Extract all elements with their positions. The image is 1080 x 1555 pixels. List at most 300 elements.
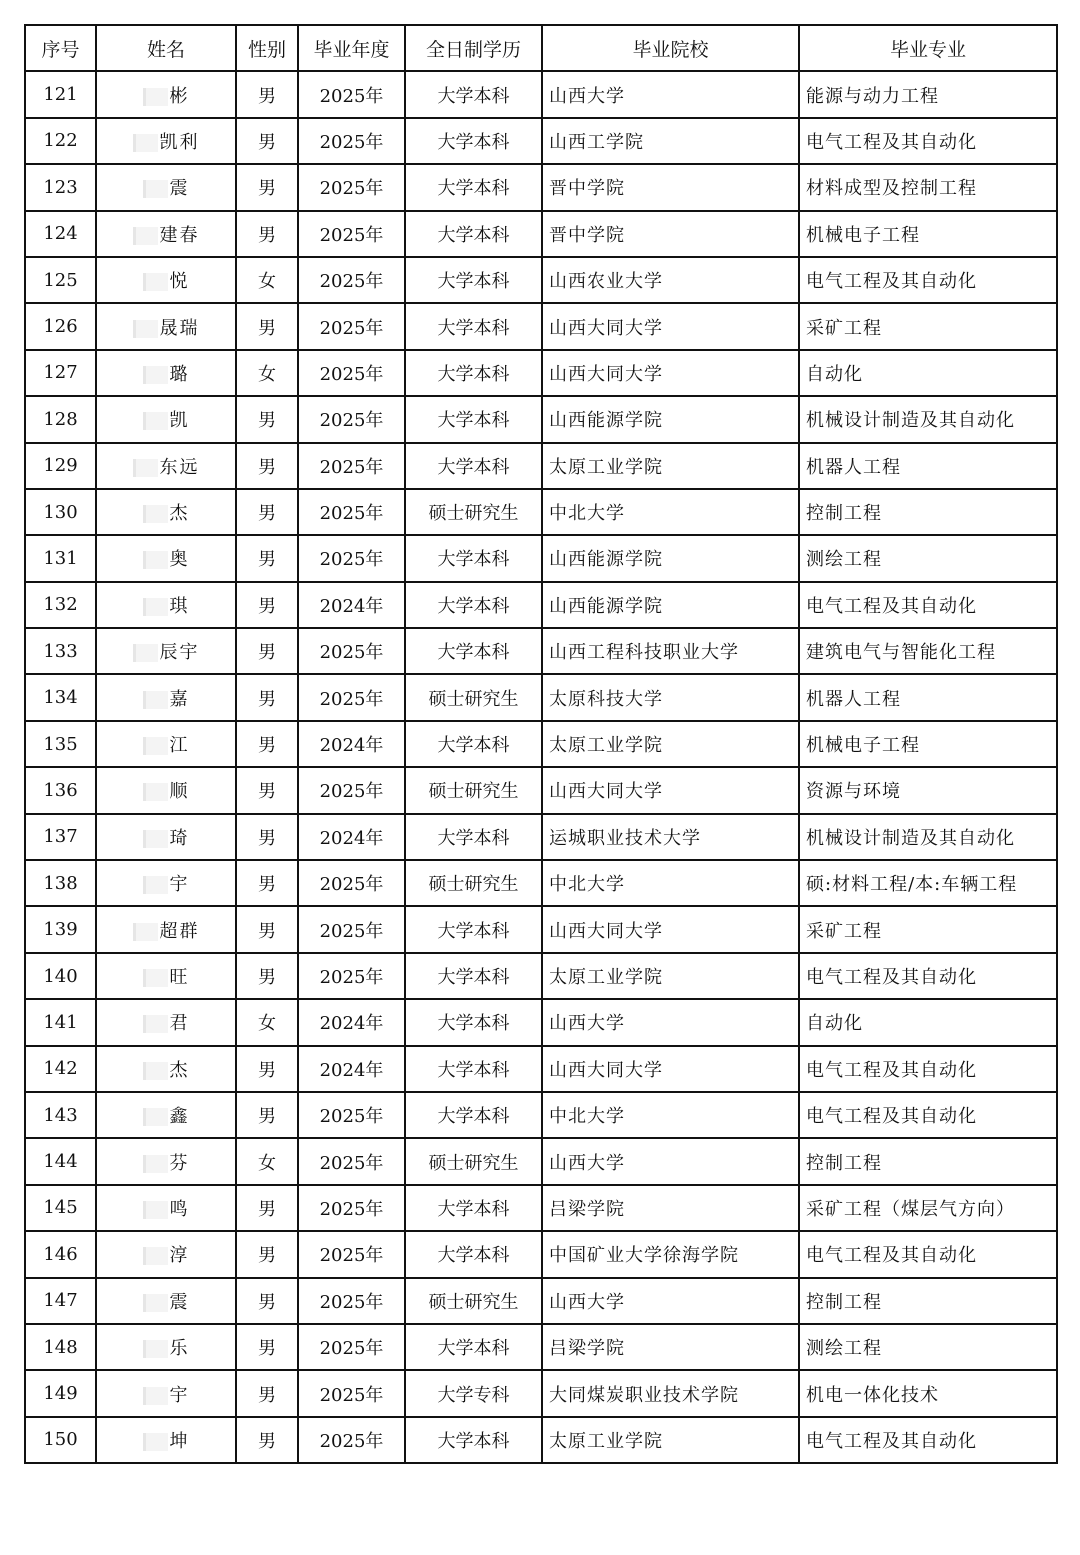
name-text: 杰: [169, 503, 190, 525]
cell-name: [96, 1138, 236, 1184]
cell-gender: 男: [236, 489, 298, 535]
cell-no: 148: [25, 1324, 96, 1370]
cell-gender: 男: [236, 1231, 298, 1277]
cell-name: [96, 1092, 236, 1138]
cell-gender: 男: [236, 303, 298, 349]
name-text: 超群: [159, 920, 200, 942]
cell-major: 电气工程及其自动化: [799, 1231, 1057, 1277]
redaction-mark: [143, 1294, 168, 1312]
cell-gender: 男: [236, 953, 298, 999]
redaction-mark: [143, 969, 168, 987]
cell-education: 硕士研究生: [405, 1138, 542, 1184]
cell-school: 山西大同大学: [542, 767, 799, 813]
cell-name: [96, 953, 236, 999]
redaction-mark: [143, 1062, 168, 1080]
cell-gender: 男: [236, 767, 298, 813]
table-row: [25, 257, 1057, 303]
cell-major: 硕:材料工程/本:车辆工程: [799, 860, 1057, 906]
cell-year: 2025年: [298, 257, 405, 303]
cell-education: 大学专科: [405, 1370, 542, 1416]
cell-name: [96, 396, 236, 442]
cell-name: [96, 164, 236, 210]
cell-name: [96, 860, 236, 906]
redaction-mark: [133, 459, 158, 477]
name-text: 悦: [169, 271, 190, 293]
cell-gender: 男: [236, 1324, 298, 1370]
cell-school: 吕梁学院: [542, 1324, 799, 1370]
cell-no: 142: [25, 1046, 96, 1092]
redaction-mark: [143, 180, 168, 198]
name-text: 君: [169, 1013, 190, 1035]
redaction-mark: [143, 1247, 168, 1265]
cell-major: 采矿工程: [799, 303, 1057, 349]
cell-year: 2025年: [298, 1231, 405, 1277]
cell-school: 中北大学: [542, 860, 799, 906]
table-row: [25, 999, 1057, 1045]
cell-school: 太原工业学院: [542, 443, 799, 489]
cell-gender: 男: [236, 164, 298, 210]
cell-name: [96, 1324, 236, 1370]
cell-school: 山西大同大学: [542, 350, 799, 396]
table-row: [25, 953, 1057, 999]
table-row: [25, 814, 1057, 860]
redaction-mark: [143, 1433, 168, 1451]
cell-major: 能源与动力工程: [799, 71, 1057, 117]
table-row: [25, 1324, 1057, 1370]
cell-no: 130: [25, 489, 96, 535]
cell-education: 大学本科: [405, 350, 542, 396]
name-text: 宇: [169, 874, 190, 896]
cell-major: 机械电子工程: [799, 211, 1057, 257]
cell-gender: 男: [236, 860, 298, 906]
header-gender: 性别: [236, 25, 298, 71]
table-row: [25, 396, 1057, 442]
cell-school: 太原科技大学: [542, 674, 799, 720]
cell-no: 127: [25, 350, 96, 396]
cell-name: [96, 303, 236, 349]
cell-no: 121: [25, 71, 96, 117]
cell-major: 电气工程及其自动化: [799, 1417, 1057, 1463]
table-row: [25, 443, 1057, 489]
cell-school: 晋中学院: [542, 211, 799, 257]
cell-name: [96, 999, 236, 1045]
cell-major: 材料成型及控制工程: [799, 164, 1057, 210]
cell-education: 硕士研究生: [405, 767, 542, 813]
name-text: 杰: [169, 1059, 190, 1081]
cell-no: 139: [25, 906, 96, 952]
table-row: [25, 1185, 1057, 1231]
name-text: 宇: [169, 1384, 190, 1406]
cell-major: 测绘工程: [799, 535, 1057, 581]
graduate-table: [24, 24, 1058, 1464]
cell-name: [96, 767, 236, 813]
redaction-mark: [143, 273, 168, 291]
cell-major: 自动化: [799, 350, 1057, 396]
name-text: 晟瑞: [159, 317, 200, 339]
cell-name: [96, 1046, 236, 1092]
cell-no: 143: [25, 1092, 96, 1138]
cell-year: 2024年: [298, 721, 405, 767]
name-text: 琪: [169, 595, 190, 617]
redaction-mark: [143, 598, 168, 616]
cell-gender: 男: [236, 814, 298, 860]
header-row: [25, 25, 1057, 71]
redaction-mark: [143, 737, 168, 755]
cell-year: 2025年: [298, 71, 405, 117]
cell-major: 电气工程及其自动化: [799, 118, 1057, 164]
cell-name: [96, 257, 236, 303]
cell-no: 147: [25, 1278, 96, 1324]
cell-name: [96, 628, 236, 674]
cell-school: 中北大学: [542, 489, 799, 535]
cell-year: 2025年: [298, 674, 405, 720]
table-row: [25, 721, 1057, 767]
cell-education: 大学本科: [405, 443, 542, 489]
cell-school: 山西工学院: [542, 118, 799, 164]
name-text: 顺: [169, 781, 190, 803]
cell-name: [96, 582, 236, 628]
cell-no: 141: [25, 999, 96, 1045]
cell-gender: 男: [236, 674, 298, 720]
table-row: [25, 1417, 1057, 1463]
redaction-mark: [143, 551, 168, 569]
cell-no: 150: [25, 1417, 96, 1463]
table-row: [25, 350, 1057, 396]
name-text: 鑫: [169, 1106, 190, 1128]
cell-no: 144: [25, 1138, 96, 1184]
cell-major: 机械电子工程: [799, 721, 1057, 767]
cell-name: [96, 1417, 236, 1463]
table-row: [25, 674, 1057, 720]
cell-year: 2025年: [298, 396, 405, 442]
cell-year: 2024年: [298, 814, 405, 860]
header-school: 毕业院校: [542, 25, 799, 71]
cell-year: 2025年: [298, 443, 405, 489]
cell-gender: 男: [236, 443, 298, 489]
cell-year: 2025年: [298, 953, 405, 999]
cell-education: 大学本科: [405, 257, 542, 303]
cell-school: 山西能源学院: [542, 396, 799, 442]
table-row: [25, 71, 1057, 117]
table-row: [25, 535, 1057, 581]
redaction-mark: [143, 876, 168, 894]
cell-major: 机器人工程: [799, 443, 1057, 489]
redaction-mark: [133, 320, 158, 338]
cell-gender: 男: [236, 1092, 298, 1138]
name-text: 坤: [169, 1430, 190, 1452]
cell-major: 自动化: [799, 999, 1057, 1045]
cell-year: 2025年: [298, 164, 405, 210]
redaction-mark: [133, 227, 158, 245]
cell-school: 山西工程科技职业大学: [542, 628, 799, 674]
cell-name: [96, 1231, 236, 1277]
cell-year: 2025年: [298, 1324, 405, 1370]
cell-name: [96, 211, 236, 257]
cell-no: 149: [25, 1370, 96, 1416]
cell-gender: 男: [236, 906, 298, 952]
table-row: [25, 164, 1057, 210]
redaction-mark: [143, 830, 168, 848]
cell-education: 大学本科: [405, 303, 542, 349]
cell-no: 133: [25, 628, 96, 674]
cell-no: 128: [25, 396, 96, 442]
cell-education: 大学本科: [405, 211, 542, 257]
cell-no: 124: [25, 211, 96, 257]
table-row: [25, 767, 1057, 813]
cell-name: [96, 1185, 236, 1231]
cell-name: [96, 71, 236, 117]
cell-gender: 男: [236, 1185, 298, 1231]
cell-year: 2025年: [298, 1138, 405, 1184]
cell-major: 电气工程及其自动化: [799, 953, 1057, 999]
redaction-mark: [143, 1015, 168, 1033]
cell-year: 2025年: [298, 1417, 405, 1463]
cell-no: 125: [25, 257, 96, 303]
redaction-mark: [143, 1340, 168, 1358]
cell-name: [96, 906, 236, 952]
name-text: 建春: [159, 224, 200, 246]
cell-education: 大学本科: [405, 118, 542, 164]
cell-gender: 男: [236, 582, 298, 628]
cell-year: 2025年: [298, 489, 405, 535]
cell-no: 138: [25, 860, 96, 906]
cell-year: 2025年: [298, 350, 405, 396]
cell-year: 2024年: [298, 999, 405, 1045]
cell-name: [96, 489, 236, 535]
cell-major: 电气工程及其自动化: [799, 1046, 1057, 1092]
cell-name: [96, 1370, 236, 1416]
name-text: 凯利: [159, 131, 200, 153]
cell-gender: 女: [236, 350, 298, 396]
cell-year: 2025年: [298, 303, 405, 349]
table-row: [25, 1278, 1057, 1324]
cell-no: 131: [25, 535, 96, 581]
cell-school: 太原工业学院: [542, 721, 799, 767]
cell-school: 山西大学: [542, 1278, 799, 1324]
cell-year: 2025年: [298, 767, 405, 813]
redaction-mark: [143, 1387, 168, 1405]
redaction-mark: [143, 783, 168, 801]
cell-year: 2025年: [298, 860, 405, 906]
cell-education: 大学本科: [405, 1231, 542, 1277]
cell-education: 大学本科: [405, 953, 542, 999]
cell-major: 电气工程及其自动化: [799, 1092, 1057, 1138]
cell-school: 山西大学: [542, 71, 799, 117]
cell-school: 中北大学: [542, 1092, 799, 1138]
cell-major: 机械设计制造及其自动化: [799, 814, 1057, 860]
name-text: 震: [169, 178, 190, 200]
name-text: 淳: [169, 1245, 190, 1267]
cell-education: 大学本科: [405, 164, 542, 210]
cell-name: [96, 535, 236, 581]
cell-name: [96, 1278, 236, 1324]
redaction-mark: [143, 88, 168, 106]
table-row: [25, 118, 1057, 164]
cell-name: [96, 118, 236, 164]
redaction-mark: [143, 1155, 168, 1173]
table-row: [25, 489, 1057, 535]
cell-education: 硕士研究生: [405, 860, 542, 906]
cell-name: [96, 721, 236, 767]
cell-year: 2025年: [298, 1278, 405, 1324]
name-text: 辰宇: [159, 642, 200, 664]
redaction-mark: [143, 691, 168, 709]
cell-year: 2025年: [298, 211, 405, 257]
cell-school: 晋中学院: [542, 164, 799, 210]
cell-gender: 男: [236, 71, 298, 117]
roster-sheet: [24, 24, 1058, 1464]
cell-school: 山西农业大学: [542, 257, 799, 303]
table-row: [25, 1092, 1057, 1138]
cell-year: 2025年: [298, 1092, 405, 1138]
name-text: 璐: [169, 363, 190, 385]
table-row: [25, 1046, 1057, 1092]
cell-gender: 男: [236, 1370, 298, 1416]
cell-education: 硕士研究生: [405, 1278, 542, 1324]
cell-major: 机械设计制造及其自动化: [799, 396, 1057, 442]
redaction-mark: [143, 412, 168, 430]
cell-education: 大学本科: [405, 535, 542, 581]
cell-gender: 男: [236, 1046, 298, 1092]
cell-education: 大学本科: [405, 999, 542, 1045]
cell-major: 采矿工程: [799, 906, 1057, 952]
cell-school: 山西大同大学: [542, 1046, 799, 1092]
redaction-mark: [133, 923, 158, 941]
cell-no: 140: [25, 953, 96, 999]
cell-gender: 女: [236, 257, 298, 303]
cell-no: 126: [25, 303, 96, 349]
cell-no: 145: [25, 1185, 96, 1231]
cell-year: 2025年: [298, 1370, 405, 1416]
name-text: 凯: [169, 410, 190, 432]
cell-no: 122: [25, 118, 96, 164]
cell-school: 大同煤炭职业技术学院: [542, 1370, 799, 1416]
name-text: 彬: [169, 85, 190, 107]
cell-school: 中国矿业大学徐海学院: [542, 1231, 799, 1277]
cell-name: [96, 674, 236, 720]
cell-gender: 男: [236, 721, 298, 767]
name-text: 东远: [159, 456, 200, 478]
cell-year: 2025年: [298, 118, 405, 164]
cell-year: 2025年: [298, 535, 405, 581]
header-year: 毕业年度: [298, 25, 405, 71]
cell-gender: 女: [236, 999, 298, 1045]
cell-education: 大学本科: [405, 71, 542, 117]
cell-school: 太原工业学院: [542, 953, 799, 999]
cell-major: 电气工程及其自动化: [799, 257, 1057, 303]
header-education: 全日制学历: [405, 25, 542, 71]
name-text: 旺: [169, 967, 190, 988]
cell-major: 资源与环境: [799, 767, 1057, 813]
cell-education: 大学本科: [405, 1417, 542, 1463]
cell-school: 太原工业学院: [542, 1417, 799, 1463]
cell-education: 大学本科: [405, 1324, 542, 1370]
redaction-mark: [143, 505, 168, 523]
table-row: [25, 1138, 1057, 1184]
cell-education: 硕士研究生: [405, 674, 542, 720]
cell-major: 建筑电气与智能化工程: [799, 628, 1057, 674]
cell-name: [96, 443, 236, 489]
header-no: 序号: [25, 25, 96, 71]
cell-school: 山西大学: [542, 999, 799, 1045]
cell-school: 山西大同大学: [542, 303, 799, 349]
cell-school: 吕梁学院: [542, 1185, 799, 1231]
cell-year: 2025年: [298, 1185, 405, 1231]
cell-school: 山西大同大学: [542, 906, 799, 952]
cell-major: 机器人工程: [799, 674, 1057, 720]
table-row: [25, 1231, 1057, 1277]
name-text: 乐: [169, 1338, 190, 1360]
redaction-mark: [143, 1201, 168, 1219]
cell-school: 山西能源学院: [542, 582, 799, 628]
name-text: 江: [169, 735, 190, 757]
cell-education: 大学本科: [405, 396, 542, 442]
cell-major: 控制工程: [799, 489, 1057, 535]
cell-no: 146: [25, 1231, 96, 1277]
cell-no: 132: [25, 582, 96, 628]
redaction-mark: [133, 644, 158, 662]
cell-gender: 男: [236, 211, 298, 257]
cell-year: 2024年: [298, 1046, 405, 1092]
cell-gender: 男: [236, 535, 298, 581]
cell-year: 2025年: [298, 628, 405, 674]
table-row: [25, 906, 1057, 952]
cell-education: 大学本科: [405, 814, 542, 860]
cell-no: 123: [25, 164, 96, 210]
header-major: 毕业专业: [799, 25, 1057, 71]
cell-gender: 男: [236, 1278, 298, 1324]
cell-education: 大学本科: [405, 1185, 542, 1231]
name-text: 奥: [169, 549, 190, 571]
name-text: 琦: [169, 827, 190, 849]
cell-major: 控制工程: [799, 1278, 1057, 1324]
cell-no: 137: [25, 814, 96, 860]
redaction-mark: [133, 134, 158, 152]
cell-gender: 女: [236, 1138, 298, 1184]
cell-school: 山西能源学院: [542, 535, 799, 581]
cell-education: 大学本科: [405, 906, 542, 952]
cell-education: 硕士研究生: [405, 489, 542, 535]
cell-education: 大学本科: [405, 1092, 542, 1138]
cell-major: 控制工程: [799, 1138, 1057, 1184]
cell-no: 135: [25, 721, 96, 767]
redaction-mark: [143, 366, 168, 384]
table-row: [25, 211, 1057, 257]
name-text: 震: [169, 1291, 190, 1313]
table-row: [25, 860, 1057, 906]
cell-no: 129: [25, 443, 96, 489]
cell-education: 大学本科: [405, 1046, 542, 1092]
cell-major: 测绘工程: [799, 1324, 1057, 1370]
cell-name: [96, 814, 236, 860]
name-text: 芬: [169, 1152, 190, 1174]
cell-gender: 男: [236, 628, 298, 674]
cell-education: 大学本科: [405, 721, 542, 767]
table-row: [25, 1370, 1057, 1416]
table-row: [25, 582, 1057, 628]
cell-education: 大学本科: [405, 628, 542, 674]
cell-school: 山西大学: [542, 1138, 799, 1184]
cell-major: 采矿工程（煤层气方向）: [799, 1185, 1057, 1231]
cell-name: [96, 350, 236, 396]
cell-no: 136: [25, 767, 96, 813]
table-row: [25, 628, 1057, 674]
cell-no: 134: [25, 674, 96, 720]
cell-school: 运城职业技术大学: [542, 814, 799, 860]
table-row: [25, 303, 1057, 349]
cell-education: 大学本科: [405, 582, 542, 628]
header-name: 姓名: [96, 25, 236, 71]
